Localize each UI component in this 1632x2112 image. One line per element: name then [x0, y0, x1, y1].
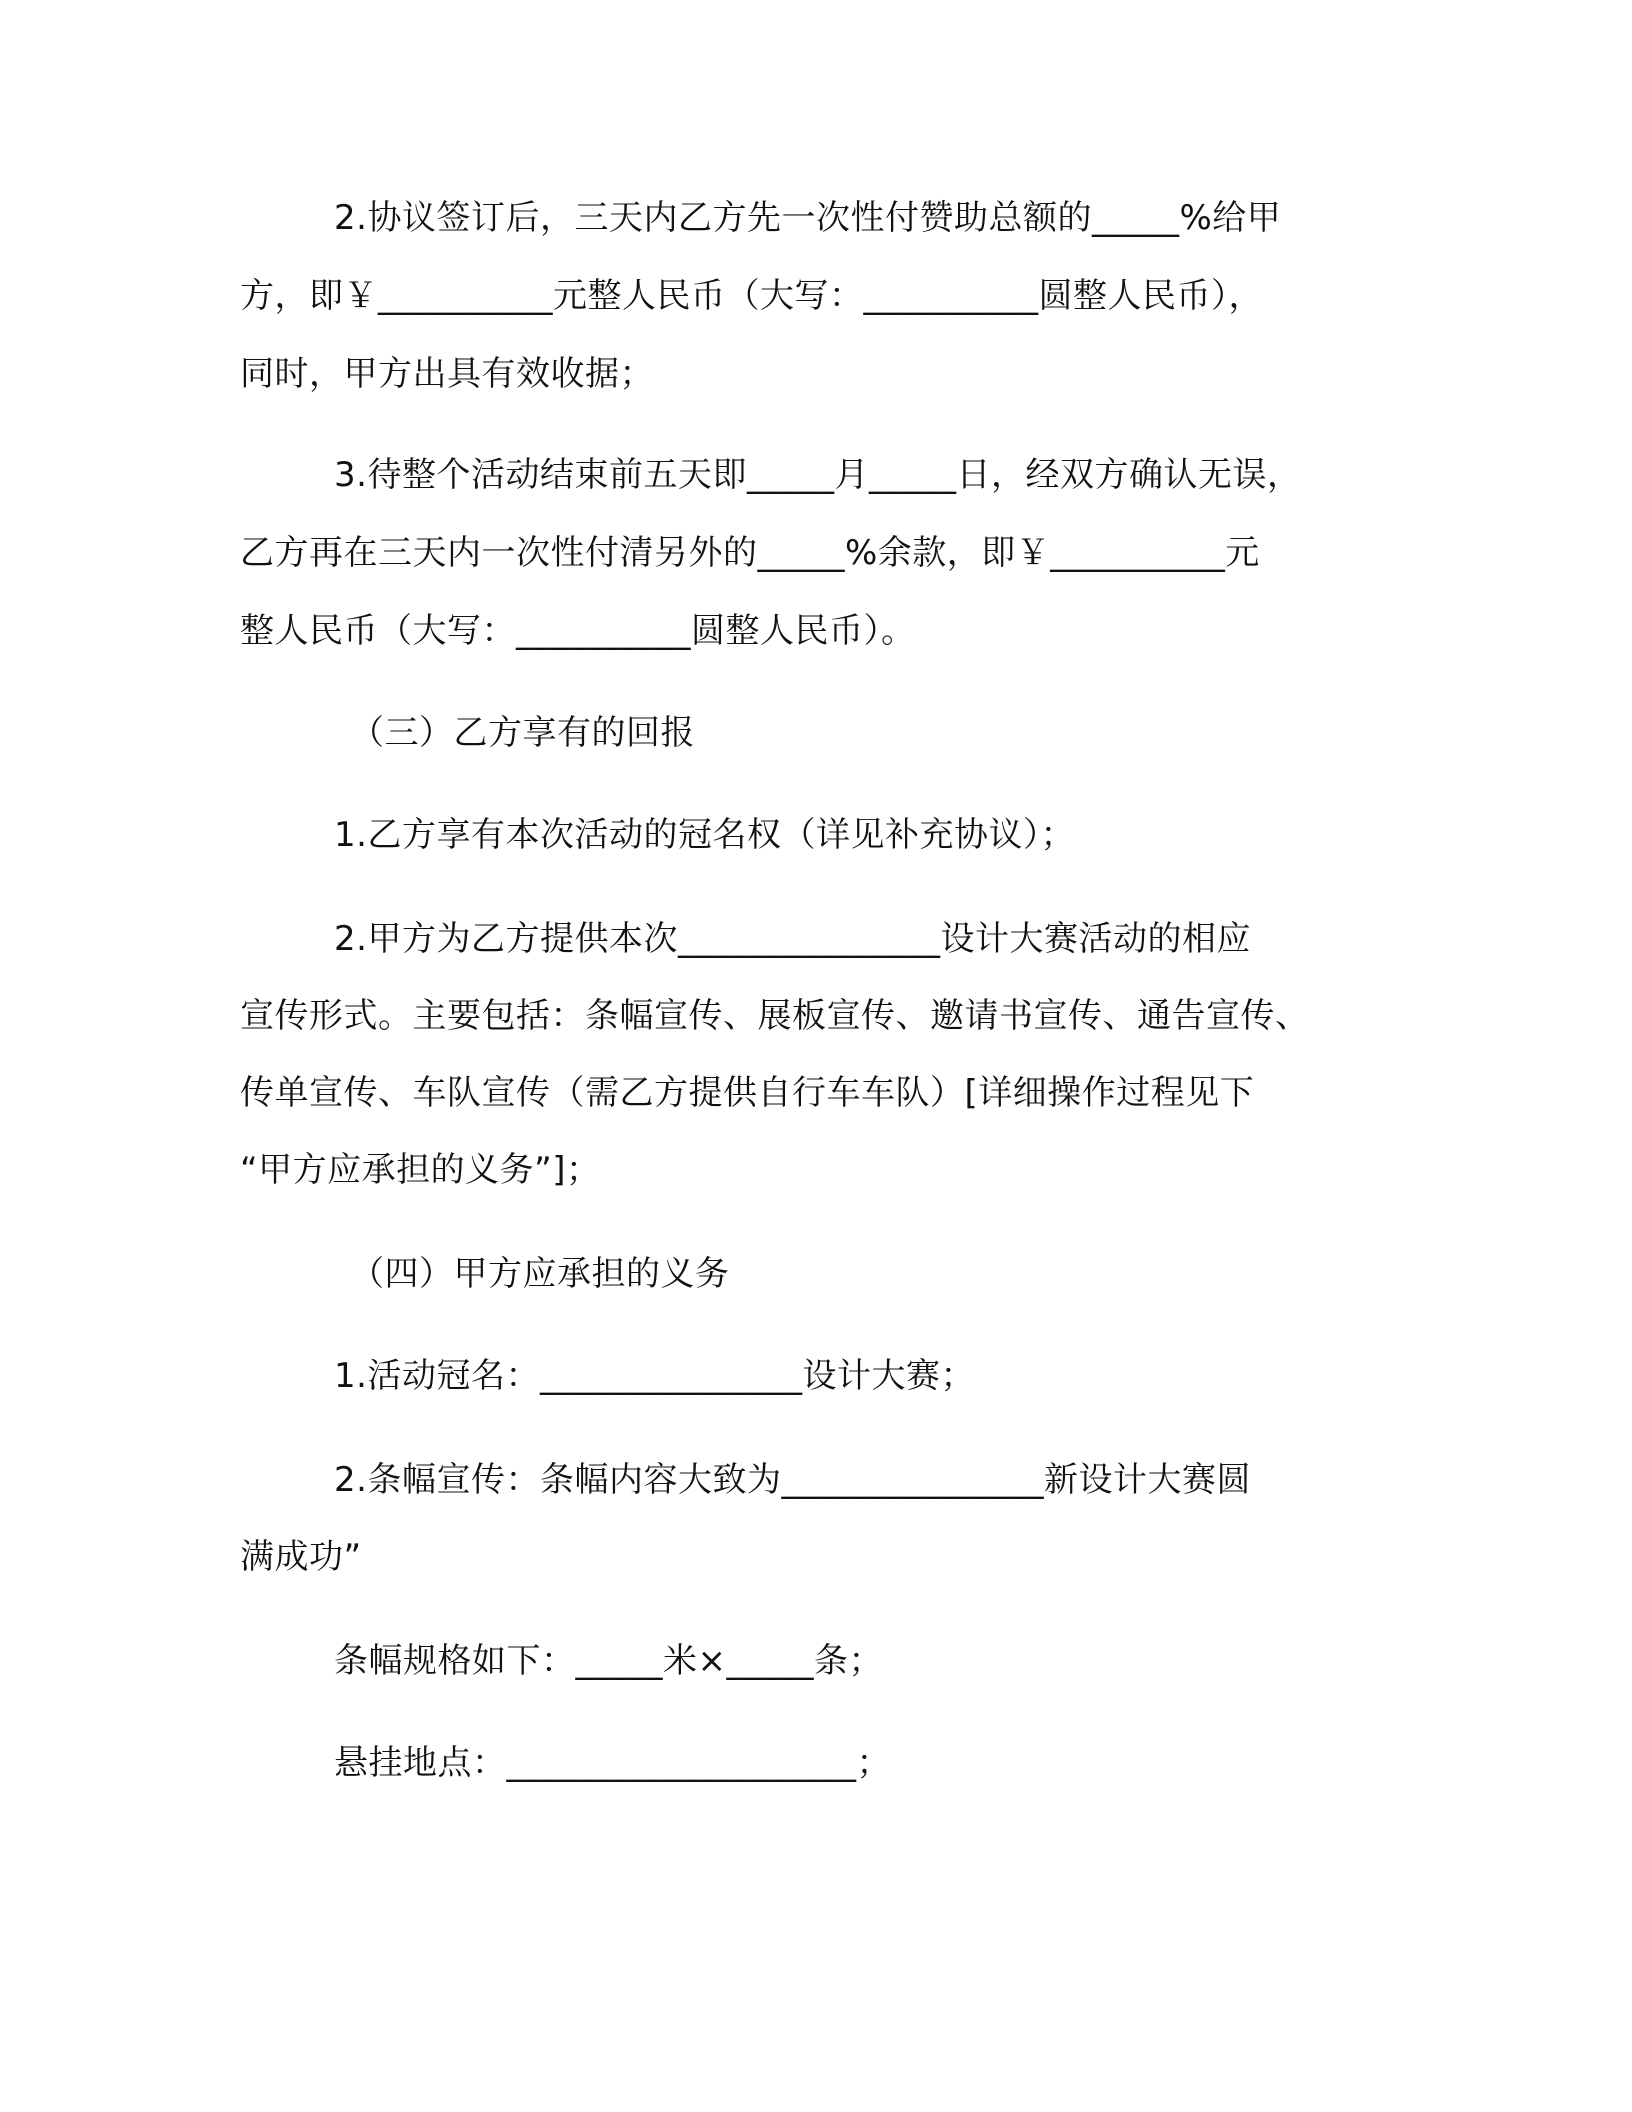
- banner-location-line: 悬挂地点：____________________；: [334, 1743, 891, 1783]
- payment-clause-3-line-1: 3.待整个活动结束前五天即_____月_____日，经双方确认无误，: [334, 455, 1302, 495]
- obligations-clause-2-line-1: 2.条幅宣传：条幅内容大致为_______________新设计大赛圆: [334, 1460, 1251, 1500]
- section-heading-rewards: （三）乙方享有的回报: [350, 713, 695, 753]
- payment-clause-3-line-3: 整人民币（大写：__________圆整人民币）。: [240, 611, 916, 651]
- banner-spec-line: 条幅规格如下：_____米×_____条；: [334, 1641, 883, 1681]
- rewards-clause-1: 1.乙方享有本次活动的冠名权（详见补充协议）；: [334, 815, 1075, 855]
- section-heading-obligations: （四）甲方应承担的义务: [350, 1254, 730, 1294]
- rewards-clause-2-line-3: 传单宣传、车队宣传（需乙方提供自行车车队）[详细操作过程见下: [240, 1073, 1255, 1113]
- payment-clause-2-line-1: 2.协议签订后，三天内乙方先一次性付赞助总额的_____%给甲: [334, 198, 1282, 238]
- rewards-clause-2-line-4: “甲方应承担的义务”]；: [240, 1150, 601, 1190]
- rewards-clause-2-line-1: 2.甲方为乙方提供本次_______________设计大赛活动的相应: [334, 919, 1251, 959]
- obligations-clause-1: 1.活动冠名：_______________设计大赛；: [334, 1356, 975, 1396]
- payment-clause-2-line-3: 同时，甲方出具有效收据；: [240, 354, 654, 394]
- rewards-clause-2-line-2: 宣传形式。主要包括：条幅宣传、展板宣传、邀请书宣传、通告宣传、: [240, 996, 1310, 1036]
- payment-clause-2-line-2: 方，即￥__________元整人民币（大写：__________圆整人民币），: [240, 276, 1263, 316]
- obligations-clause-2-line-2: 满成功”: [240, 1537, 362, 1577]
- payment-clause-3-line-2: 乙方再在三天内一次性付清另外的_____%余款，即￥__________元: [240, 533, 1260, 573]
